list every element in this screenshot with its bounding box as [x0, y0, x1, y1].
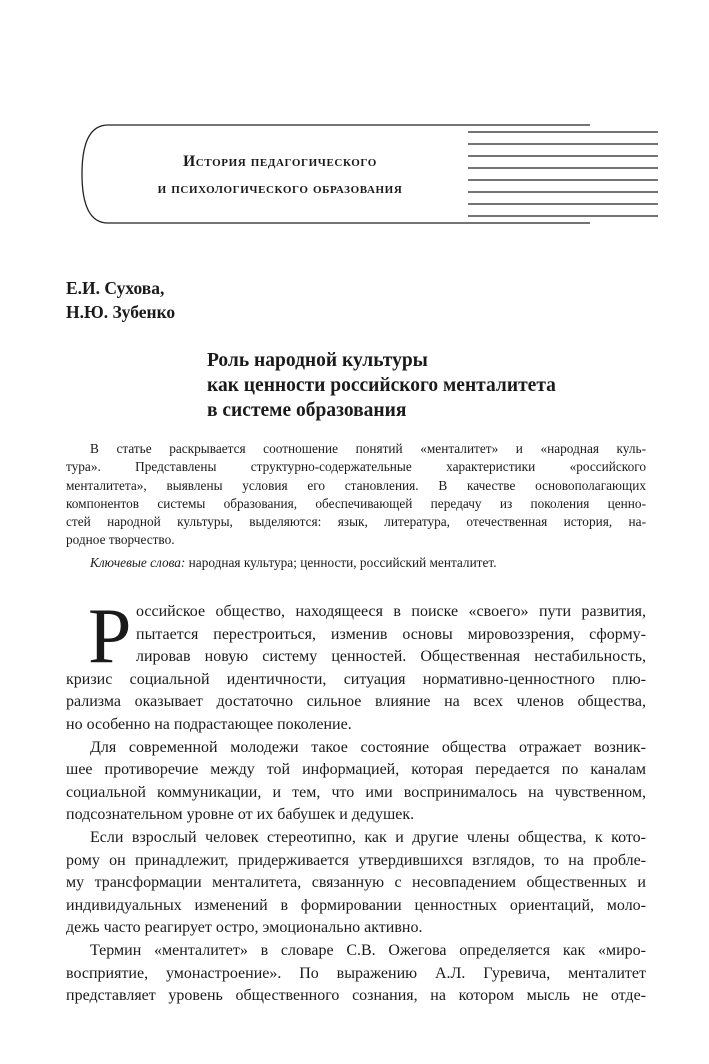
title-line: как ценности российского менталитета [207, 375, 556, 396]
body-line: Если взрослый человек стереотипно, как и другие члены общества, к кото- [90, 828, 646, 846]
abstract-line: менталитета», выявлены условия его становления. В качестве основополагающих [66, 477, 646, 493]
abstract-line: стей народной культуры, выделяются: язык, литература, отечественная история, на- [66, 514, 646, 530]
body-line: рализма оказывает достаточно сильное влияние на всех членов общества, [66, 693, 646, 711]
section-title-line: История педагогического [183, 153, 377, 170]
body-line: индивидуальных изменений в формировании ценностных ориентаций, моло- [66, 896, 646, 914]
body-line: но особенно на подрастающее поколение. [66, 715, 352, 733]
body-line: оссийское общество, находящееся в поиске «своего» пути развития, [136, 603, 646, 620]
body-text [66, 592, 646, 1008]
section-header [80, 124, 660, 224]
body-line: Для современной молодежи такое состояние общества отражает возник- [90, 738, 646, 756]
body-line: представляет уровень общественного сознания, на котором мысль не отде- [66, 987, 646, 1005]
author-name: Е.И. Сухова, [66, 278, 165, 298]
body-line: рому он принадлежит, придерживается утвердившихся взглядов, то на пробле- [66, 851, 646, 869]
body-line: дежь часто реагирует остро, эмоционально активно. [66, 919, 423, 937]
keywords-list: народная культура; ценности, российский менталитет. [185, 554, 497, 570]
abstract-line: В статье раскрывается соотношение понятий «менталитет» и «народная куль- [90, 441, 646, 456]
body-line: пытается перестроиться, изменив основы мировоззрения, сформу- [136, 625, 646, 643]
body-line: подсознательном уровне от их бабушек и дедушек. [66, 806, 415, 824]
body-line: социальной коммуникации, и тем, что ими воспринималось на чувственном, [66, 783, 646, 801]
abstract-line: родное творчество. [66, 532, 175, 548]
author-name: Н.Ю. Зубенко [66, 302, 176, 322]
body-line: Термин «менталитет» в словаре С.В. Ожегова определяется как «миро- [90, 941, 646, 959]
keywords [66, 554, 646, 572]
abstract-line: компонентов системы образования, обеспечивающей передачу из поколения ценно- [66, 495, 646, 511]
body-line: шее противоречие между той информацией, которая передается по каналам [66, 761, 646, 779]
title-line: Роль народной культуры [207, 350, 428, 371]
section-title-line: и психологического образования [157, 180, 403, 197]
abstract [66, 440, 646, 572]
body-line: восприятие, умонастроение». По выражению А.Л. Гуревича, менталитет [66, 964, 646, 982]
article-title [207, 348, 556, 423]
body-line: му трансформации менталитета, связанную с несовпадением общественных и [66, 874, 646, 892]
keywords-label: Ключевые слова: [90, 554, 186, 570]
section-title [80, 148, 480, 202]
body-line: лировав новую систему ценностей. Общественная нестабильность, [136, 648, 646, 666]
authors [66, 276, 175, 324]
body-line: кризис социальной идентичности, ситуация нормативно-ценностного плю- [66, 670, 646, 688]
abstract-line: тура». Представлены структурно-содержательные характеристики «российского [66, 459, 646, 475]
drop-cap: Р [88, 592, 132, 679]
title-line: в системе образования [207, 400, 407, 421]
